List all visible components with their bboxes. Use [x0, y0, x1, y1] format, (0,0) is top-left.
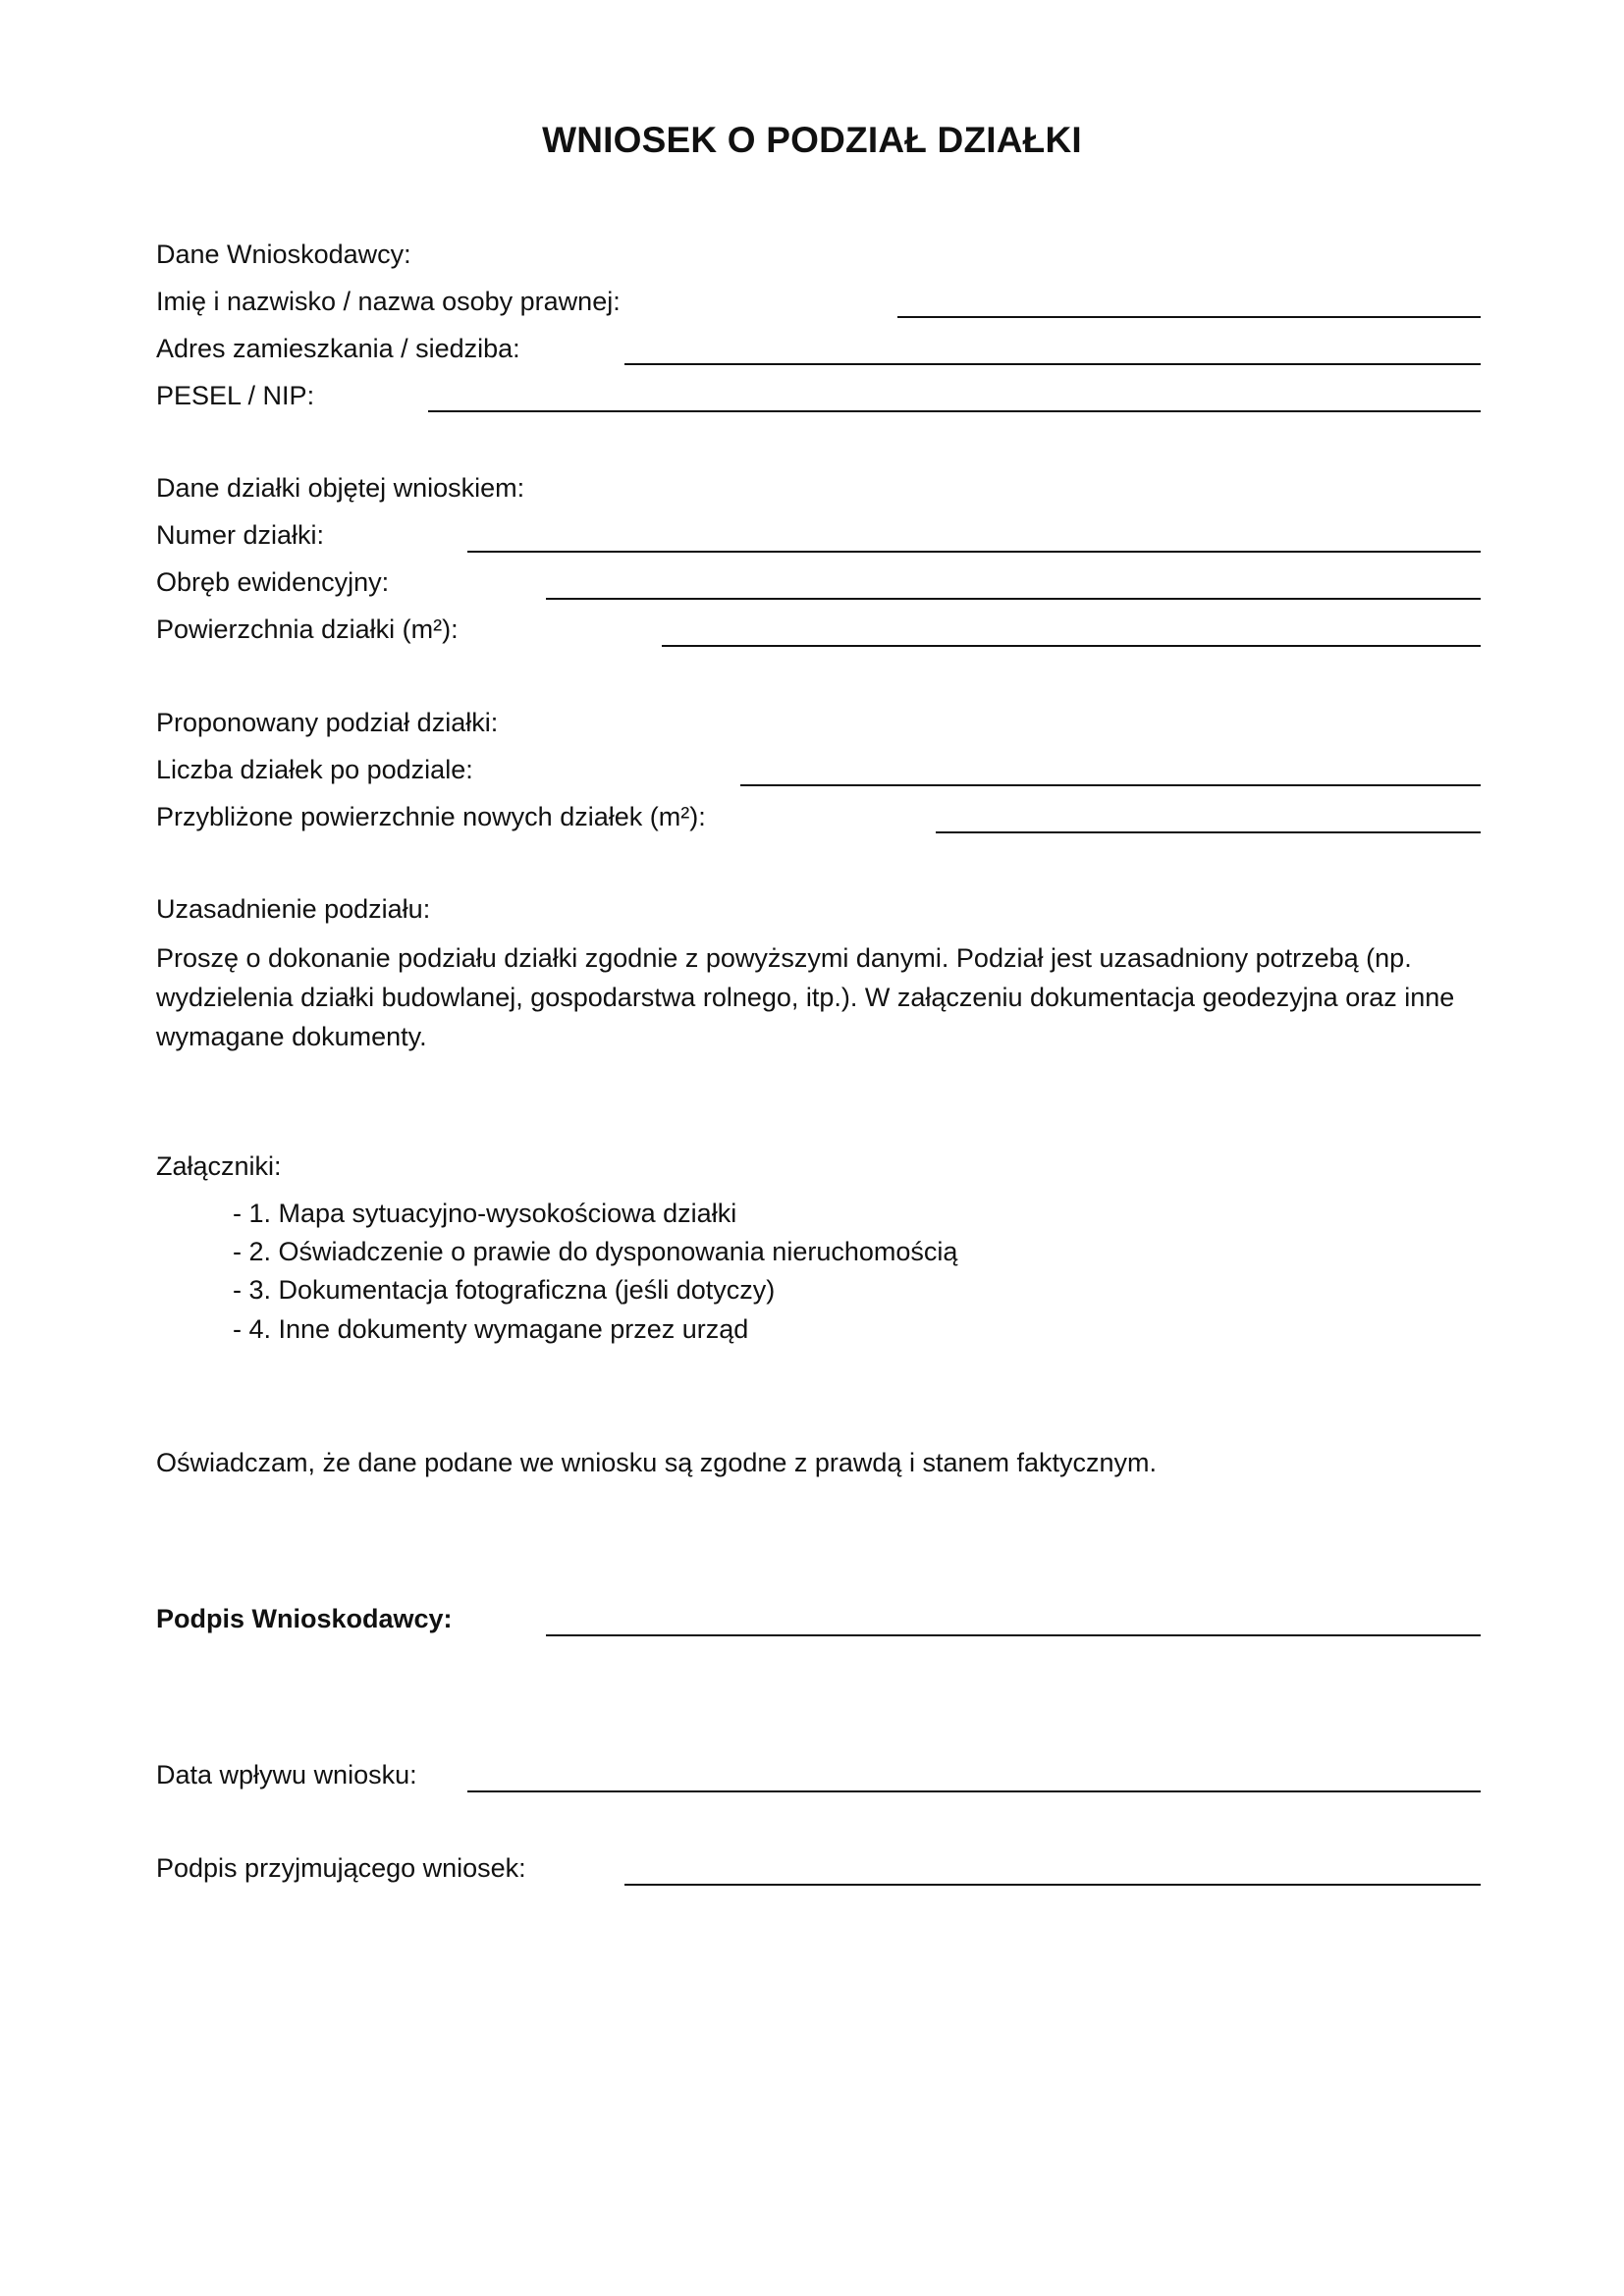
- division-count-label: Liczba działek po podziale:: [156, 755, 473, 784]
- division-areas-label: Przybliżone powierzchnie nowych działek (m²):: [156, 802, 706, 831]
- applicant-address-label: Adres zamieszkania / siedziba:: [156, 334, 520, 363]
- division-heading: Proponowany podział działki:: [156, 708, 499, 737]
- applicant-name-field[interactable]: [897, 316, 1481, 318]
- plot-heading: Dane działki objętej wnioskiem:: [156, 473, 525, 503]
- division-count-field[interactable]: [740, 784, 1481, 786]
- plot-number-field[interactable]: [467, 551, 1481, 553]
- attachment-item: - 4. Inne dokumenty wymagane przez urząd: [233, 1314, 749, 1344]
- justification-heading: Uzasadnienie podziału:: [156, 894, 431, 924]
- receiver-signature-field[interactable]: [624, 1884, 1481, 1886]
- receipt-date-field[interactable]: [467, 1790, 1481, 1792]
- attachment-item: - 1. Mapa sytuacyjno-wysokościowa działki: [233, 1199, 737, 1228]
- division-areas-field[interactable]: [936, 831, 1481, 833]
- receiver-signature-label: Podpis przyjmującego wniosek:: [156, 1853, 526, 1883]
- signature-label: Podpis Wnioskodawcy:: [156, 1604, 453, 1633]
- plot-area-label: Powierzchnia działki (m²):: [156, 614, 459, 644]
- receipt-date-label: Data wpływu wniosku:: [156, 1760, 417, 1789]
- applicant-id-label: PESEL / NIP:: [156, 381, 315, 410]
- signature-field[interactable]: [546, 1634, 1481, 1636]
- attachment-item: - 3. Dokumentacja fotograficzna (jeśli dotyczy): [233, 1275, 776, 1305]
- plot-precinct-label: Obręb ewidencyjny:: [156, 567, 390, 597]
- applicant-id-field[interactable]: [428, 410, 1481, 412]
- applicant-heading: Dane Wnioskodawcy:: [156, 240, 411, 269]
- applicant-name-label: Imię i nazwisko / nazwa osoby prawnej:: [156, 287, 621, 316]
- plot-number-label: Numer działki:: [156, 520, 325, 550]
- page-title: WNIOSEK O PODZIAŁ DZIAŁKI: [542, 120, 1082, 160]
- plot-precinct-field[interactable]: [546, 598, 1481, 600]
- declaration-text: Oświadczam, że dane podane we wniosku są zgodne z prawdą i stanem faktycznym.: [156, 1448, 1158, 1477]
- plot-area-field[interactable]: [662, 645, 1481, 647]
- applicant-address-field[interactable]: [624, 363, 1481, 365]
- justification-text: Proszę o dokonanie podziału działki zgodnie z powyższymi danymi. Podział jest uzasadniony potrzebą (np. wydzielenia działki budowlanej, gospodarstwa rolnego, itp.). W załączeniu dokumentacja geodezyjna oraz inne wymagane dokumenty.: [156, 943, 1455, 1051]
- attachments-heading: Załączniki:: [156, 1151, 282, 1181]
- attachment-item: - 2. Oświadczenie o prawie do dysponowania nieruchomością: [233, 1237, 958, 1266]
